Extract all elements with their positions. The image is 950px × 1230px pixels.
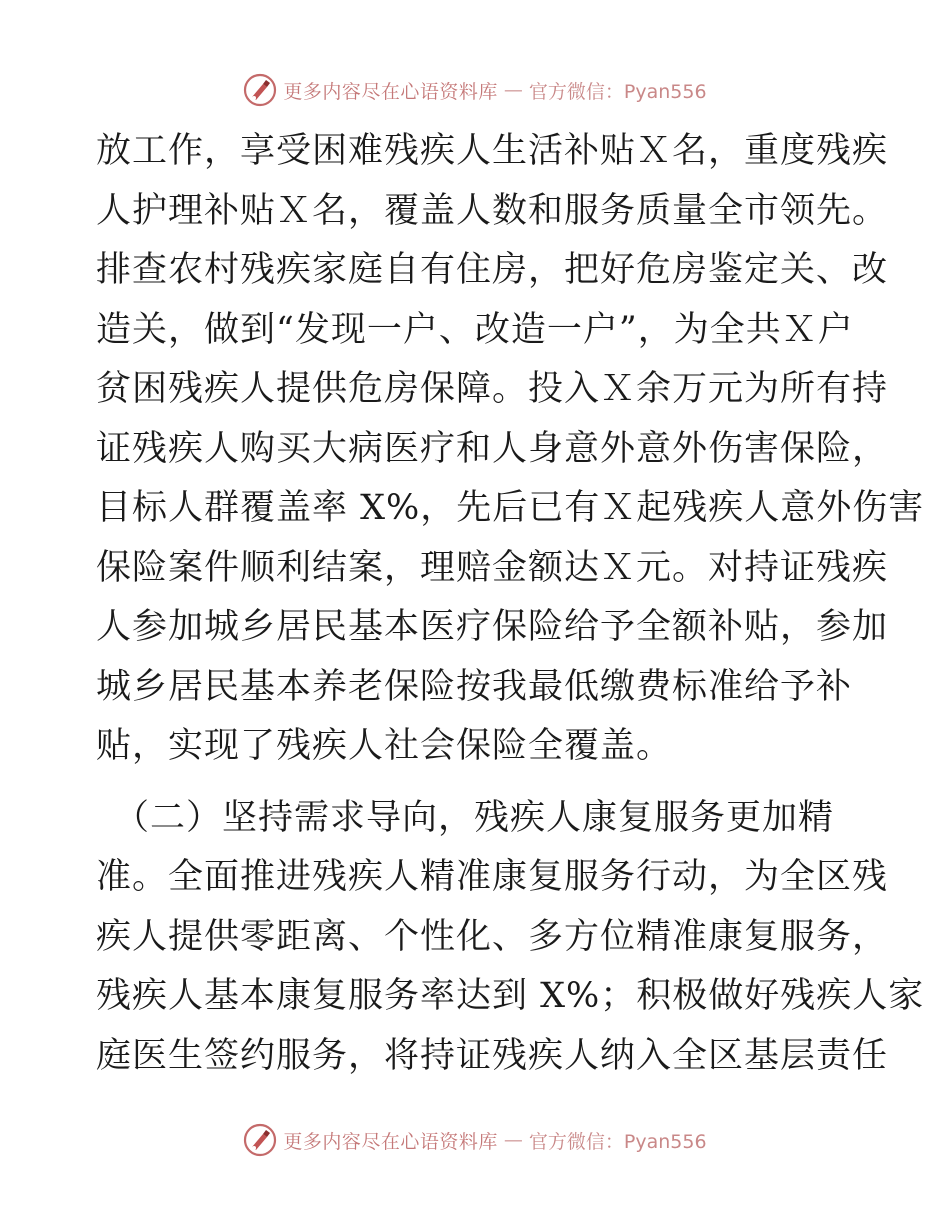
text-line: 城乡居民基本养老保险按我最低缴费标准给予补 (96, 666, 853, 707)
text-line: 保险案件顺利结案，理赔金额达Ｘ元。对持证残疾 (96, 547, 889, 588)
text-line: 造关，做到“发现一户、改造一户”，为全共Ｘ户 (96, 309, 854, 350)
document-body (96, 122, 925, 1086)
text-line: 准。全面推进残疾人精准康复服务行动，为全区残 (96, 857, 889, 897)
text-line: 目标人群覆盖率 X%，先后已有Ｘ起残疾人意外伤害 (96, 488, 925, 528)
pen-logo-icon (243, 73, 277, 107)
text-line: 残疾人基本康复服务率达到 X%；积极做好残疾人家 (96, 976, 925, 1016)
watermark-dash: — (503, 79, 523, 101)
section-heading-line: （二）坚持需求导向，残疾人康复服务更加精 (114, 797, 835, 838)
watermark-header (0, 70, 950, 110)
text-line: 放工作，享受困难残疾人生活补贴Ｘ名，重度残疾 (96, 131, 889, 171)
text-line: 排查农村残疾家庭自有住房，把好危房鉴定关、改 (96, 250, 889, 290)
watermark-wechat: 官方微信：Pyan556 (528, 1130, 707, 1153)
text-line: 贫困残疾人提供危房保障。投入Ｘ余万元为所有持 (96, 369, 889, 409)
watermark-text: 更多内容尽在心语资料库 (283, 1130, 498, 1153)
text-line: 人护理补贴Ｘ名，覆盖人数和服务质量全市领先。 (96, 190, 889, 231)
text-line: 疾人提供零距离、个性化、多方位精准康复服务， (96, 916, 889, 957)
paragraph-2 (96, 789, 925, 1087)
paragraph-1 (96, 122, 925, 777)
watermark-text: 更多内容尽在心语资料库 (283, 80, 498, 103)
watermark-wechat: 官方微信：Pyan556 (528, 80, 707, 103)
text-line: 证残疾人购买大病医疗和人身意外意外伤害保险， (96, 428, 889, 469)
watermark-dash: — (503, 1129, 523, 1151)
text-line: 人参加城乡居民基本医疗保险给予全额补贴，参加 (96, 607, 889, 647)
watermark-footer (0, 1120, 950, 1160)
pen-logo-icon (243, 1123, 277, 1157)
text-line: 庭医生签约服务，将持证残疾人纳入全区基层责任 (96, 1035, 889, 1076)
text-line: 贴，实现了残疾人社会保险全覆盖。 (96, 726, 673, 766)
